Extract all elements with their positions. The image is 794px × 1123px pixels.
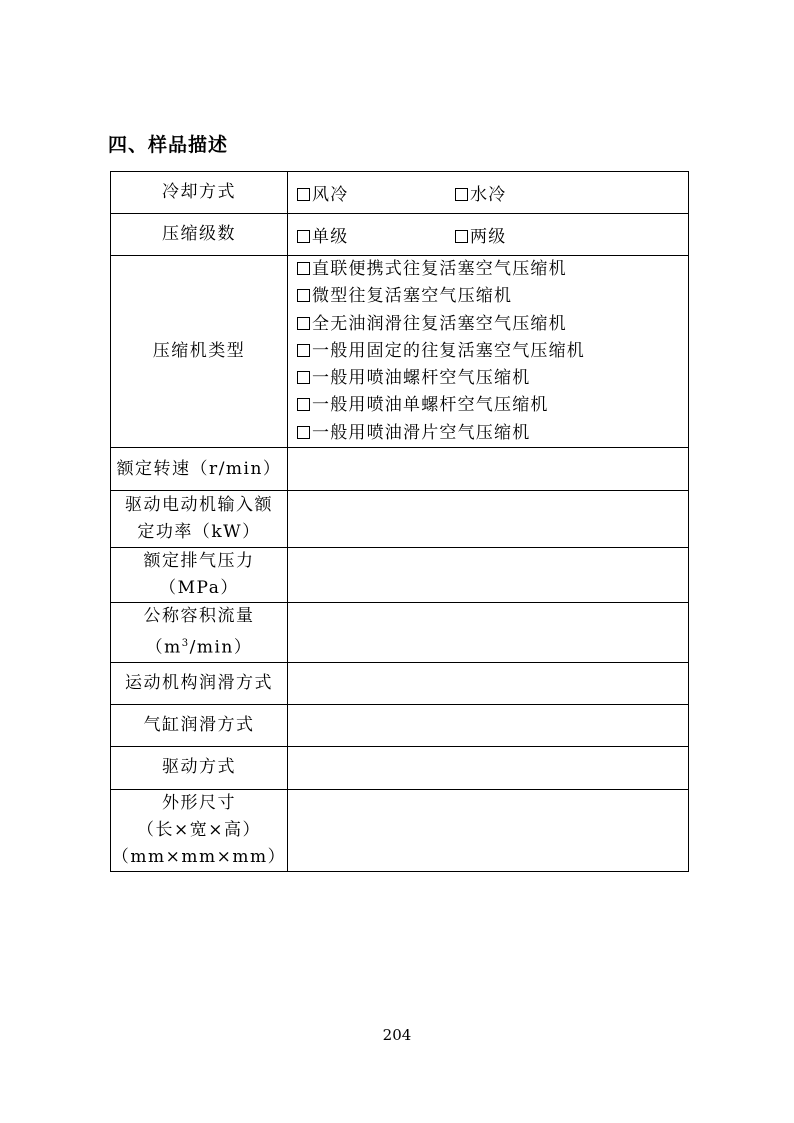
rated-speed-value[interactable] xyxy=(288,448,689,491)
checkbox-icon[interactable] xyxy=(297,262,310,275)
checkbox-icon[interactable] xyxy=(297,344,310,357)
option-water-cooled[interactable]: 水冷 xyxy=(455,180,506,205)
option-air-cooled[interactable]: 风冷 xyxy=(297,180,455,205)
checkbox-icon[interactable] xyxy=(297,230,310,243)
option-two-stage[interactable]: 两级 xyxy=(455,222,506,247)
checkbox-icon[interactable] xyxy=(297,398,310,411)
compressor-type-label: 压缩机类型 xyxy=(111,256,288,448)
cylinder-lubrication-label: 气缸润滑方式 xyxy=(111,704,288,746)
row-drive-method xyxy=(111,746,689,789)
rated-discharge-pressure-label: 额定排气压力 （MPa） xyxy=(111,548,288,603)
rated-discharge-pressure-value[interactable] xyxy=(288,548,689,603)
option-compressor-type-4[interactable]: 一般用固定的往复活塞空气压缩机 xyxy=(297,338,688,365)
cooling-method-label: 冷却方式 xyxy=(111,172,288,214)
option-compressor-type-1[interactable]: 直联便携式往复活塞空气压缩机 xyxy=(297,256,688,283)
row-nominal-volume-flow xyxy=(111,603,689,663)
drive-method-value[interactable] xyxy=(288,746,689,789)
row-cylinder-lubrication xyxy=(111,704,689,746)
drive-method-label: 驱动方式 xyxy=(111,746,288,789)
compression-stages-options xyxy=(288,214,689,256)
sample-description-table xyxy=(110,171,689,872)
row-rated-input-power xyxy=(111,491,689,548)
compressor-type-options xyxy=(288,256,689,448)
option-compressor-type-3[interactable]: 全无油润滑往复活塞空气压缩机 xyxy=(297,311,688,338)
row-cooling-method xyxy=(111,172,689,214)
checkbox-icon[interactable] xyxy=(297,426,310,439)
checkbox-icon[interactable] xyxy=(297,289,310,302)
row-compression-stages xyxy=(111,214,689,256)
checkbox-icon[interactable] xyxy=(297,188,310,201)
overall-dimensions-value[interactable] xyxy=(288,789,689,871)
checkbox-icon[interactable] xyxy=(297,317,310,330)
row-overall-dimensions xyxy=(111,789,689,871)
motion-lubrication-value[interactable] xyxy=(288,662,689,704)
overall-dimensions-label: 外形尺寸 （长×宽×高） （mm×mm×mm） xyxy=(111,789,288,871)
flow-unit: $(m^3/\min)$ xyxy=(145,637,253,658)
option-compressor-type-6[interactable]: 一般用喷油单螺杆空气压缩机 xyxy=(297,392,688,419)
option-single-stage[interactable]: 单级 xyxy=(297,222,455,247)
nominal-volume-flow-label: 公称容积流量 $(m^3/\min)$ xyxy=(111,603,288,663)
motion-lubrication-label: 运动机构润滑方式 xyxy=(111,662,288,704)
compression-stages-label: 压缩级数 xyxy=(111,214,288,256)
page-number: 204 xyxy=(382,1026,412,1044)
row-rated-discharge-pressure xyxy=(111,548,689,603)
row-rated-speed xyxy=(111,448,689,491)
option-compressor-type-5[interactable]: 一般用喷油螺杆空气压缩机 xyxy=(297,365,688,392)
option-compressor-type-7[interactable]: 一般用喷油滑片空气压缩机 xyxy=(297,420,688,447)
section-title: 四、样品描述 xyxy=(108,134,229,156)
option-compressor-type-2[interactable]: 微型往复活塞空气压缩机 xyxy=(297,283,688,310)
rated-input-power-label: 驱动电动机输入额 定功率（kW） xyxy=(111,491,288,548)
rated-speed-label: 额定转速（r/min） xyxy=(111,448,288,491)
checkbox-icon[interactable] xyxy=(455,230,468,243)
row-motion-lubrication xyxy=(111,662,689,704)
nominal-volume-flow-value[interactable] xyxy=(288,603,689,663)
row-compressor-type xyxy=(111,256,689,448)
cylinder-lubrication-value[interactable] xyxy=(288,704,689,746)
checkbox-icon[interactable] xyxy=(455,188,468,201)
cooling-method-options xyxy=(288,172,689,214)
rated-input-power-value[interactable] xyxy=(288,491,689,548)
checkbox-icon[interactable] xyxy=(297,371,310,384)
